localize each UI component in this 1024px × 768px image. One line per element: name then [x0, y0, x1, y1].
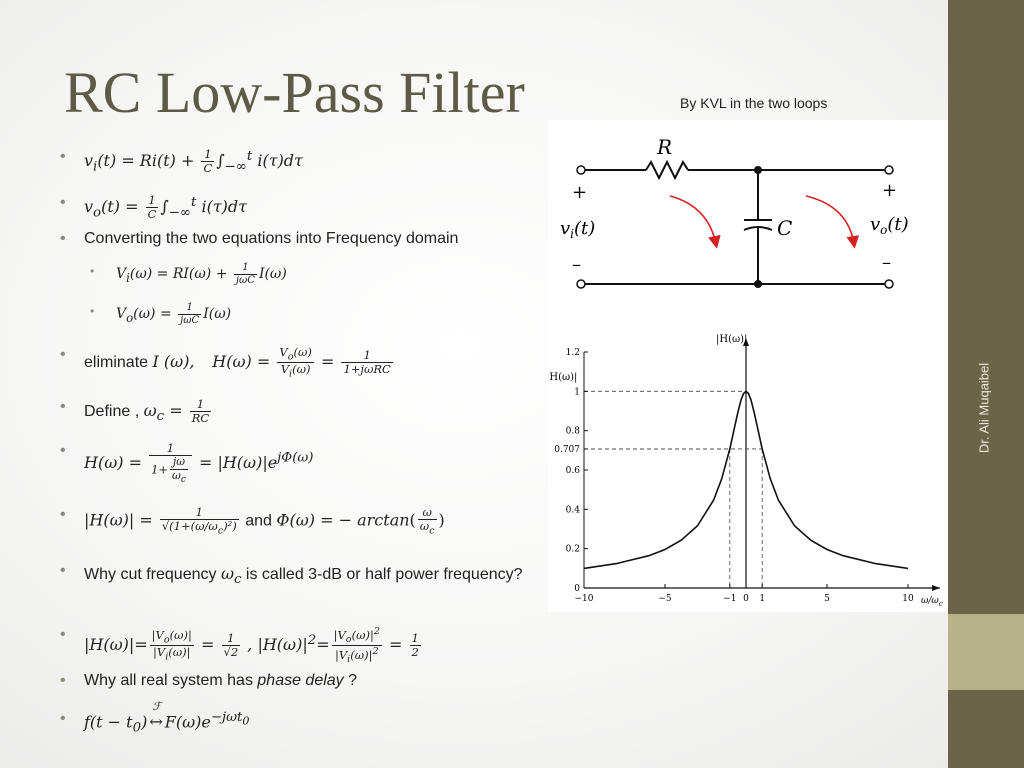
vout-label: $v_o(t)$ — [870, 214, 909, 237]
bullet-dot: • — [60, 230, 66, 247]
y-tick-label: 0.8 — [565, 426, 580, 437]
bullet-dot: • — [60, 442, 66, 459]
x-tick-label: 1 — [759, 594, 766, 604]
terminal-out-top — [885, 166, 893, 174]
loop-arrow-in — [670, 196, 716, 244]
y-tick-label: 0 — [574, 584, 580, 594]
node-bottom — [754, 280, 762, 288]
x-tick-label: 10 — [902, 594, 914, 604]
bullet-dot: • — [60, 710, 66, 727]
y-tick-label: 0.6 — [565, 466, 580, 476]
kvl-note: By KVL in the two loops — [680, 95, 828, 111]
vout-plus: + — [882, 180, 898, 201]
x-tick-label: −1 — [723, 594, 737, 604]
vout-minus: – — [882, 252, 891, 273]
y-tick-label: 0.2 — [565, 544, 580, 555]
bullet-dot: • — [60, 562, 66, 579]
top-axis-label: |H(ω)| — [716, 334, 748, 345]
y-tick-label: 1.2 — [565, 348, 580, 358]
vin-label: $v_i(t)$ — [560, 218, 596, 241]
bullet-dot: • — [60, 506, 66, 523]
bullet-dot: • — [60, 194, 66, 211]
circuit-panel — [548, 120, 948, 330]
terminal-out-bottom — [885, 280, 893, 288]
x-axis-arrow — [932, 585, 940, 591]
vin-minus: – — [572, 254, 581, 275]
plot-panel — [548, 330, 948, 612]
bullet-dot: • — [60, 346, 66, 363]
bullet-dot: • — [90, 264, 95, 278]
slide-title: RC Low-Pass Filter — [64, 60, 525, 125]
magnitude-response-chart — [548, 330, 948, 612]
x-tick-label: −10 — [574, 594, 594, 604]
terminal-in-bottom — [577, 280, 585, 288]
x-tick-label: −5 — [658, 594, 672, 604]
x-tick-label: 0 — [743, 594, 749, 604]
capacitor-label: C — [777, 216, 793, 240]
vin-plus: + — [572, 182, 588, 203]
sidebar-accent-block — [948, 614, 1024, 690]
y-tick-label: 1 — [574, 387, 580, 398]
bullet-dot: • — [90, 304, 95, 318]
bullet-dot: • — [60, 672, 66, 689]
terminal-in-top — [577, 166, 585, 174]
bullet-dot: • — [60, 626, 66, 643]
bullet-dot: • — [60, 148, 66, 165]
rc-circuit-diagram — [548, 120, 948, 330]
x-axis-label: $\omega/\omega_c$ — [921, 596, 943, 608]
y-axis-label: |H(ω)| — [548, 372, 578, 383]
y-tick-label: 0.707 — [554, 444, 580, 455]
bullet-dot: • — [60, 398, 66, 415]
node-top — [754, 166, 762, 174]
loop-arrow-out — [806, 196, 854, 244]
y-tick-label: 0.4 — [565, 505, 580, 516]
x-tick-label: 5 — [824, 594, 830, 604]
resistor — [646, 162, 688, 178]
resistor-label: R — [657, 135, 673, 159]
author-label: Dr. Ali Muqaibel — [976, 362, 992, 454]
